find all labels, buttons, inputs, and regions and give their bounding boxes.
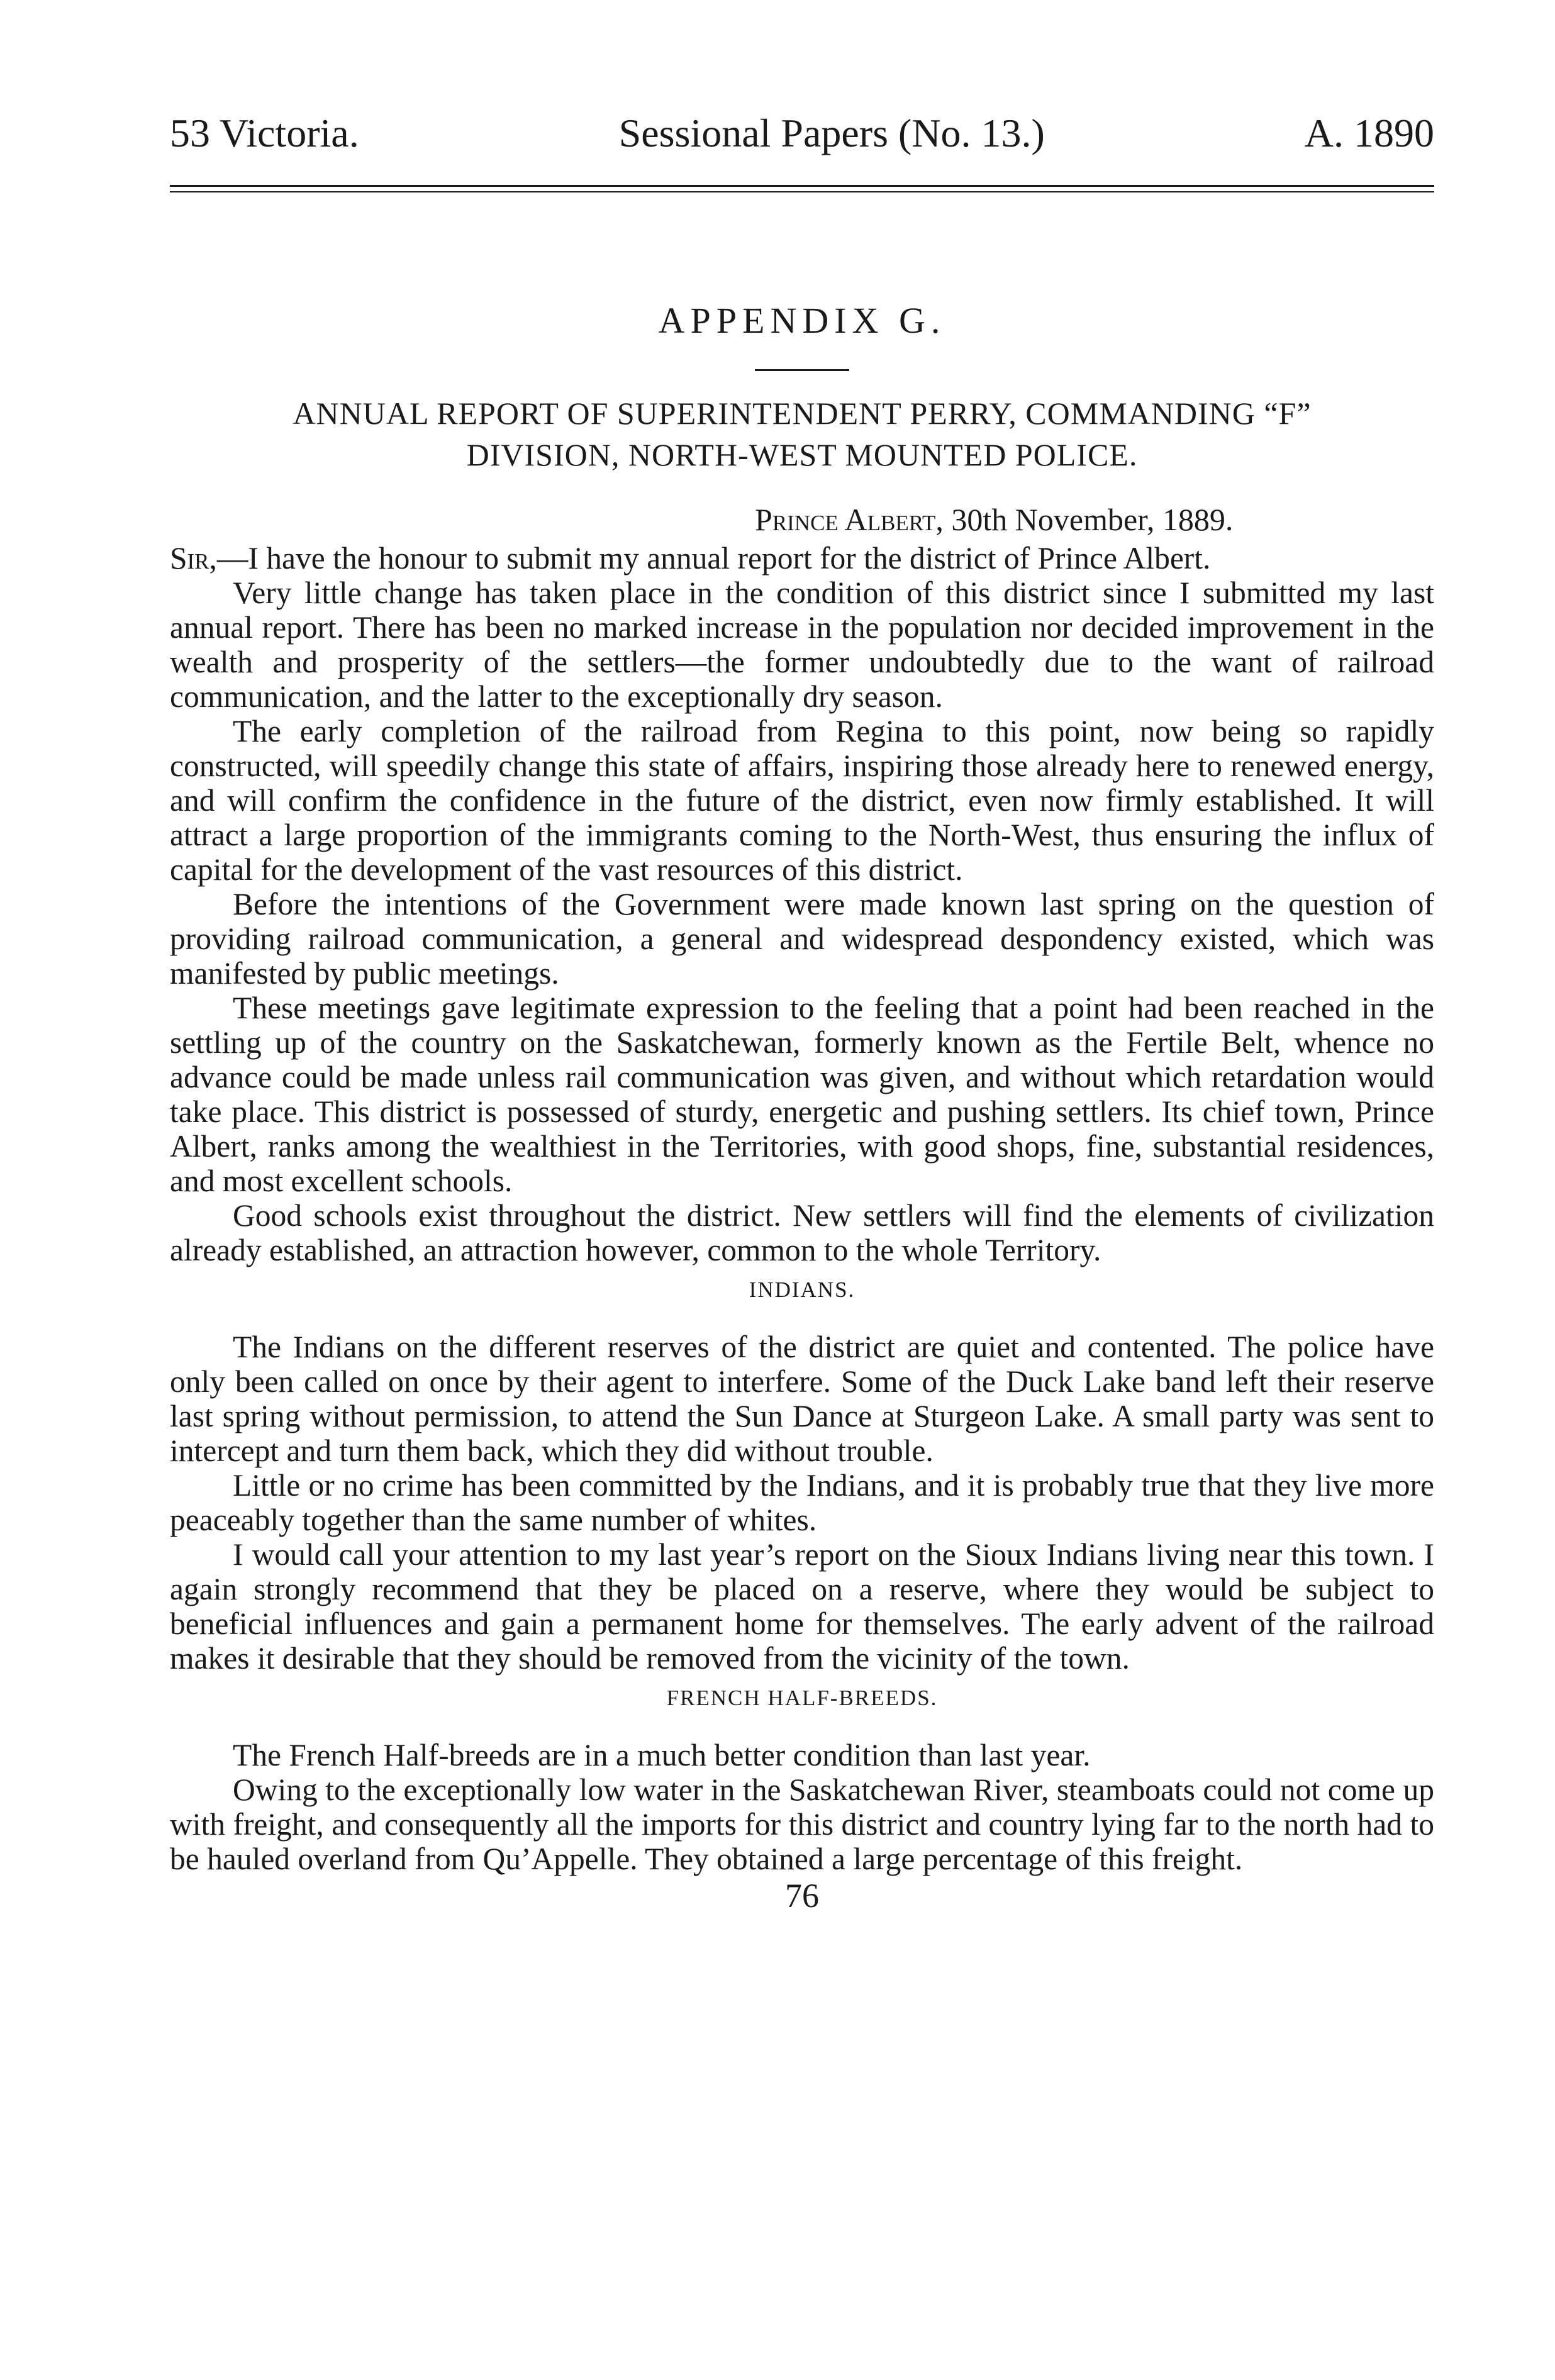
header-double-rule [170, 185, 1434, 192]
paragraph: These meetings gave legitimate expression to the feeling that a point had been reached in the settling up of the country on the Saskatchewan, formerly known as the Fertile Belt, whence no advance could be made unless rail communication was given, and without which retardation would take place. This district is possessed of sturdy, energetic and pushing settlers. Its chief town, Prince Albert, ranks among the wealthiest in the Territories, with good shops, fine, substantial residences, and most excellent schools. [170, 991, 1434, 1198]
paragraph: Before the intentions of the Government were made known last spring on the question of providing railroad communication, a general and widespread despondency existed, which was manifested by public meetings. [170, 887, 1434, 991]
dateline-place: Prince Albert [755, 502, 936, 537]
paragraph: The French Half-breeds are in a much better condition than last year. [233, 1738, 1091, 1772]
header-volume: 53 Victoria. [170, 111, 359, 155]
paragraph: The early completion of the railroad from Regina to this point, now being so rapidly constructed, will speedily change this state of affairs, inspiring those already here to renewed energy, and will confirm the confidence in the future of the district, even now firmly established. It will attract a large proportion of the immigrants coming to the North-West, thus ensuring the influx of capital for the development of the vast resources of this district. [170, 714, 1434, 887]
paragraph: Good schools exist throughout the district. New settlers will find the elements of civilization already established, an attraction however, common to the whole Territory. [170, 1198, 1434, 1267]
paragraph: The Indians on the different reserves of the district are quiet and contented. The police have only been called on once by their agent to interfere. Some of the Duck Lake band left their reserve last spring without permission, to attend the Sun Dance at Sturgeon Lake. A small party was sent to intercept and turn them back, which they did without trouble. [170, 1330, 1434, 1468]
paragraph: Very little change has taken place in the condition of this district since I submitted my last annual report. There has been no marked increase in the population nor decided improvement in the wealth and prosperity of the settlers—the former undoubtedly due to the want of railroad communication, and the latter to the exceptionally dry season. [170, 576, 1434, 714]
section-heading-indians: INDIANS. [749, 1277, 856, 1302]
paragraph: Little or no crime has been committed by the Indians, and it is probably true that they live more peaceably together than the same number of whites. [170, 1468, 1434, 1537]
report-title-line-2: DIVISION, NORTH-WEST MOUNTED POLICE. [466, 437, 1138, 472]
document-page [170, 113, 1434, 1913]
report-body [170, 541, 1434, 1876]
report-title-line-1: ANNUAL REPORT OF SUPERINTENDENT PERRY, COMMANDING “F” [293, 396, 1312, 431]
section-heading-french-half-breeds: FRENCH HALF-BREEDS. [666, 1686, 938, 1710]
salutation-text: ,—I have the honour to submit my annual report for the district of Prince Albert. [209, 541, 1211, 576]
report-title [170, 392, 1434, 475]
paragraph: Owing to the exceptionally low water in the Saskatchewan River, steamboats could not come up with freight, and consequently all the imports for this district and country lying far to the north had to be hauled overland from Qu’Appelle. They obtained a large percentage of this freight. [170, 1772, 1434, 1876]
appendix-title: APPENDIX G. [658, 300, 946, 341]
page-number: 76 [785, 1877, 819, 1915]
header-year: A. 1890 [1304, 111, 1434, 155]
dateline-date: , 30th November, 1889. [935, 502, 1234, 537]
paragraph: I would call your attention to my last year’s report on the Sioux Indians living near this town. I again strongly recommend that they be placed on a reserve, where they would be subject to beneficial influences and gain a permanent home for themselves. The early advent of the railroad makes it desirable that they should be removed from the vicinity of the town. [170, 1537, 1434, 1676]
dateline [170, 501, 1434, 538]
salutation [170, 541, 1434, 576]
header-sessional-papers: Sessional Papers (No. 13.) [618, 111, 1045, 155]
title-divider [755, 369, 849, 371]
running-header [170, 113, 1434, 174]
salutation-word: Sir [170, 541, 209, 576]
